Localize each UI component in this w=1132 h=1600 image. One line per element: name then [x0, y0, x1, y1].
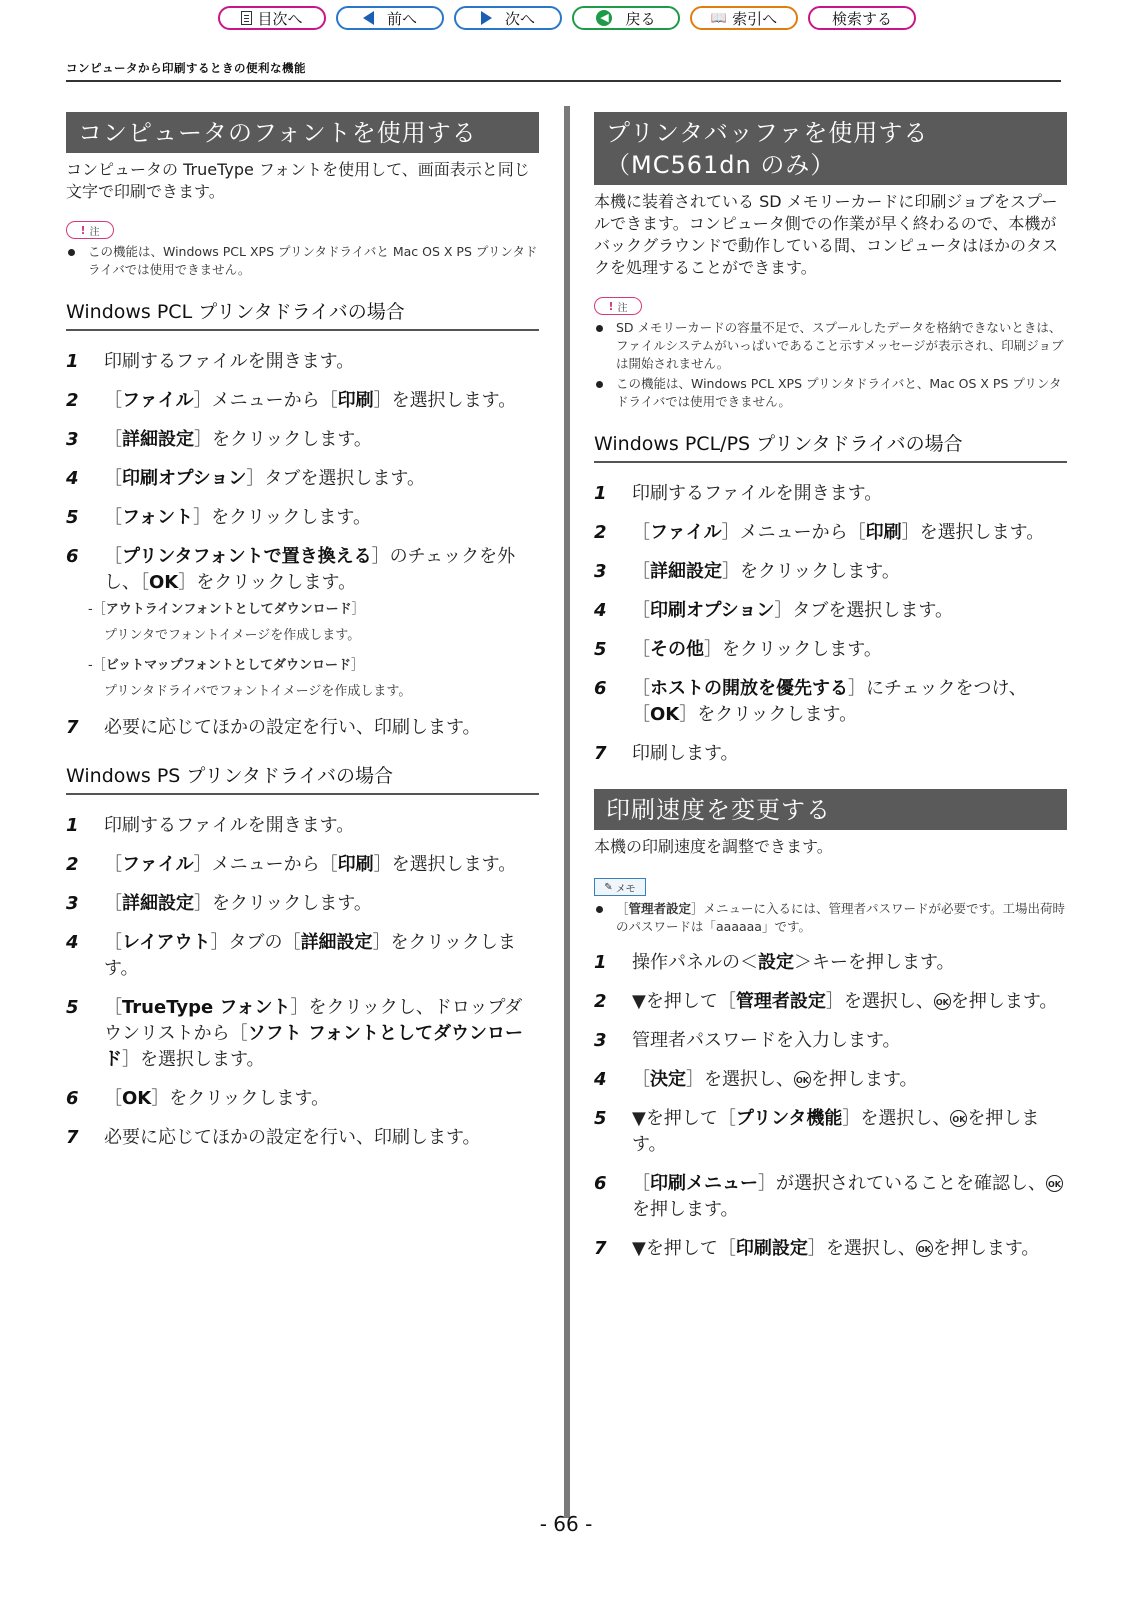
back-arrow-icon: ◀ [596, 10, 612, 26]
step-number: 1 [66, 815, 79, 836]
step-number: 4 [66, 468, 79, 489]
step-text: ］をクリックします。 [194, 429, 372, 450]
ui-term: ファイル [650, 522, 722, 543]
step-number: 5 [66, 507, 79, 528]
step-text: ［ [104, 546, 122, 567]
top-navigation [0, 6, 1132, 36]
step-text: を押します。 [632, 1199, 739, 1220]
step-item [66, 995, 539, 1073]
step-text: ］を選択します。 [122, 1049, 265, 1070]
option-bitmap: -［ビットマップフォントとしてダウンロード］ [88, 658, 365, 673]
step-number: 6 [594, 678, 607, 699]
ui-term: 管理者設定 [628, 901, 692, 916]
step-item [594, 741, 1067, 767]
ui-term: 印刷 [337, 854, 374, 875]
index-button[interactable] [690, 6, 798, 30]
step-text: ［ [104, 932, 122, 953]
page-number: - 66 - [539, 1512, 593, 1536]
step-item [66, 388, 539, 414]
step-item [594, 1028, 1067, 1054]
step-text: ［ [104, 429, 122, 450]
back-button[interactable] [572, 6, 680, 30]
step-text: ］を選択し、 [842, 1108, 951, 1129]
step-text: ［ [632, 1069, 650, 1090]
memo-badge-label: メモ [615, 883, 636, 895]
step-number: 7 [66, 717, 79, 738]
step-item [66, 466, 539, 492]
step-text: ］をクリックします。 [193, 507, 371, 528]
step-text: を押します。 [811, 1069, 918, 1090]
step-item [66, 505, 539, 531]
ui-term: レイアウト [122, 932, 211, 953]
step-text: ［ [632, 600, 650, 621]
step-item [66, 349, 539, 375]
step-text: ］メニューから［ [193, 390, 338, 411]
step-number: 2 [594, 991, 607, 1012]
left-column [66, 112, 539, 1164]
section-intro: 本機の印刷速度を調整できます。 [594, 837, 833, 856]
note-badge [594, 297, 642, 315]
step-number: 1 [66, 351, 79, 372]
step-text: ］メニューから［ [193, 854, 338, 875]
step-text: 必要に応じてほかの設定を行い、印刷します。 [104, 717, 481, 738]
ok-button-icon: OK [916, 1240, 933, 1257]
step-text: 管理者パスワードを入力します。 [632, 1030, 901, 1051]
step-item [66, 544, 539, 702]
note-badge-label: 注 [617, 302, 628, 314]
step-number: 6 [66, 1088, 79, 1109]
step-item [66, 427, 539, 453]
ui-term: 詳細設定 [122, 893, 194, 914]
ok-button-icon: OK [794, 1071, 811, 1088]
note-item: この機能は、Windows PCL XPS プリンタドライバと、Mac OS X PS プリンタドライバでは使用できません。 [594, 375, 1067, 411]
ui-term: 印刷オプション [122, 468, 247, 489]
step-item [594, 559, 1067, 585]
note-list [594, 319, 1067, 411]
step-item [594, 1236, 1067, 1262]
back-label: 戻る [625, 9, 656, 28]
step-text: ］をクリックします。 [704, 639, 882, 660]
step-text: ［ [104, 1088, 122, 1109]
next-label: 次へ [504, 9, 535, 28]
step-text: ］を選択します。 [901, 522, 1045, 543]
arrow-right-icon [481, 11, 492, 25]
steps-ps [66, 813, 539, 1151]
ui-term: ホストの開放を優先する [650, 678, 848, 699]
step-text: ］メニューから［ [721, 522, 866, 543]
prev-label: 前へ [386, 9, 417, 28]
pencil-icon: ✎ [604, 881, 613, 893]
section-title-print-speed: 印刷速度を変更する [594, 789, 1067, 830]
step-number: 5 [594, 639, 607, 660]
memo-list [594, 900, 1067, 936]
note-item: この機能は、Windows PCL XPS プリンタドライバと Mac OS X PS プリンタドライバでは使用できません。 [66, 243, 539, 279]
step-text: ▼を押して［ [632, 991, 736, 1012]
step-text: ］をクリックします。 [722, 561, 900, 582]
step-item [66, 1125, 539, 1151]
step-number: 7 [66, 1127, 79, 1148]
step-number: 3 [66, 893, 79, 914]
step-item [66, 715, 539, 741]
step-number: 1 [594, 483, 607, 504]
step-item [594, 950, 1067, 976]
search-button[interactable] [808, 6, 916, 30]
toc-button[interactable] [218, 6, 326, 30]
step-text: ］をクリックします。 [679, 704, 858, 725]
subsection-title-pcl: Windows PCL プリンタドライバの場合 [66, 299, 539, 331]
step-text: ］をクリックします。 [151, 1088, 330, 1109]
step-text: 印刷するファイルを開きます。 [104, 815, 355, 836]
step-number: 6 [66, 546, 79, 567]
header-rule [66, 80, 1061, 82]
section-intro: コンピュータの TrueType フォントを使用して、画面表示と同じ文字で印刷できます。 [66, 160, 530, 201]
next-button[interactable] [454, 6, 562, 30]
ok-button-icon: OK [1046, 1175, 1063, 1192]
arrow-left-icon [363, 11, 374, 25]
right-column [594, 112, 1067, 1275]
ui-term: OK [122, 1088, 152, 1109]
step-text: ［ [632, 1173, 650, 1194]
step-text: 印刷するファイルを開きます。 [104, 351, 355, 372]
step-item [594, 1171, 1067, 1223]
step-text: ▼を押して［ [632, 1238, 736, 1259]
step-number: 2 [66, 854, 79, 875]
ui-term: 印刷 [865, 522, 902, 543]
exclamation-icon: ! [608, 299, 614, 313]
section-title-printer-buffer [594, 112, 1067, 185]
step-text: 印刷するファイルを開きます。 [632, 483, 883, 504]
step-item [66, 930, 539, 982]
ui-term: 詳細設定 [650, 561, 722, 582]
step-text: ［ [632, 678, 650, 699]
ui-term: OK [149, 572, 179, 593]
subsection-title-pcl-ps: Windows PCL/PS プリンタドライバの場合 [594, 431, 1067, 463]
step-text: ＞キーを押します。 [794, 952, 955, 973]
steps-speed [594, 950, 1067, 1262]
ui-term: TrueType フォント [122, 997, 291, 1018]
step-text: ］が選択されていることを確認し、 [758, 1173, 1046, 1194]
step-number: 7 [594, 743, 607, 764]
step-text: ［ [104, 507, 122, 528]
ui-term: ファイル [122, 390, 194, 411]
ui-term: OK [650, 704, 680, 725]
step-text: ］を選択し、 [807, 1238, 916, 1259]
exclamation-icon: ! [80, 223, 86, 237]
step-number: 6 [594, 1173, 607, 1194]
section-title-computer-font: コンピュータのフォントを使用する [66, 112, 539, 153]
option-description: プリンタでフォントイメージを作成します。 [104, 628, 361, 643]
ui-term: フォント [122, 507, 194, 528]
step-item [594, 481, 1067, 507]
memo-item [594, 900, 1067, 936]
memo-text: ］メニューに入るには、管理者パスワードが必要です。工場出荷時のパスワードは「aaaaaa」です。 [616, 901, 1066, 934]
step-item [66, 852, 539, 878]
search-label: 検索する [831, 9, 892, 28]
note-list [66, 243, 539, 279]
step-item [594, 676, 1067, 728]
step-text: ［ [632, 639, 650, 660]
step-text: ］をクリックします。 [104, 932, 516, 979]
section-intro: 本機に装着されている SD メモリーカードに印刷ジョブをスプールできます。コンピュータ側での作業が早く終わるので、本機がバックグラウンドで動作している間、コンピュータはほかのタスクを処理することができます。 [594, 192, 1059, 277]
note-item: SD メモリーカードの容量不足で、スプールしたデータを格納できないときは、ファイルシステムがいっぱいであること示すメッセージが表示され、印刷ジョブは開始されません。 [594, 319, 1067, 373]
step-text: ［ [104, 997, 122, 1018]
ui-term: 印刷メニュー [650, 1173, 758, 1194]
step-text: ］をクリックし、ドロップダウンリストから［ [104, 997, 523, 1044]
ui-term: 印刷 [337, 390, 374, 411]
step-text: ］を選択し、 [825, 991, 934, 1012]
step-number: 5 [594, 1108, 607, 1129]
ui-term: ソフト フォントとしてダウンロード [104, 1023, 524, 1070]
step-text: ［ [104, 390, 122, 411]
book-icon: 📖 [710, 10, 728, 26]
running-head: コンピュータから印刷するときの便利な機能 [66, 61, 306, 75]
step-text: ］タブを選択します。 [246, 468, 425, 489]
step-text: ［ [632, 561, 650, 582]
step-text: ］にチェックをつけ、［ [632, 678, 1027, 725]
step-text: ］を選択し、 [686, 1069, 794, 1090]
step-text: 必要に応じてほかの設定を行い、印刷します。 [104, 1127, 481, 1148]
option-label: ビットマップフォントとしてダウンロード [105, 658, 352, 673]
step-number: 7 [594, 1238, 607, 1259]
step-text: を押します。 [950, 991, 1058, 1012]
step-number: 3 [66, 429, 79, 450]
step-text: ］を選択します。 [373, 390, 517, 411]
step-item [66, 891, 539, 917]
step-text: ［ [104, 468, 122, 489]
step-text: ］タブの［ [210, 932, 301, 953]
index-label: 索引へ [732, 9, 778, 28]
ui-term: 印刷オプション [650, 600, 775, 621]
step-text: ］をクリックします。 [194, 893, 372, 914]
step-number: 4 [594, 600, 607, 621]
step-text: ▼を押して［ [632, 1108, 736, 1129]
ok-button-icon: OK [950, 1110, 967, 1127]
step-item [594, 520, 1067, 546]
step-item [594, 989, 1067, 1015]
step-text: ］をクリックします。 [178, 572, 357, 593]
steps-pcl [66, 349, 539, 741]
step-number: 2 [66, 390, 79, 411]
option-label: アウトラインフォントとしてダウンロード [105, 602, 352, 617]
ui-term: 設定 [758, 952, 794, 973]
ui-term: 詳細設定 [122, 429, 194, 450]
ui-term: 印刷設定 [735, 1238, 808, 1259]
step-item [66, 813, 539, 839]
step-text: を押します。 [932, 1238, 1040, 1259]
option-outline: -［アウトラインフォントとしてダウンロード］ [88, 602, 365, 617]
step-text: ［ [104, 854, 122, 875]
section-title-line: （MC561dn のみ） [606, 151, 836, 179]
step-number: 4 [66, 932, 79, 953]
step-text: ［ [632, 522, 650, 543]
ui-term: ファイル [122, 854, 194, 875]
note-badge [66, 221, 114, 239]
step-item [66, 1086, 539, 1112]
ui-term: 詳細設定 [300, 932, 373, 953]
step-number: 3 [594, 561, 607, 582]
step-item [594, 1067, 1067, 1093]
memo-text: ［ [616, 901, 629, 916]
step-text: ［ [104, 893, 122, 914]
step-number: 2 [594, 522, 607, 543]
ui-term: プリンタフォントで置き換える [122, 546, 372, 567]
option-description: プリンタドライバでフォントイメージを作成します。 [104, 684, 412, 699]
step-text: 印刷します。 [632, 743, 739, 764]
step-text: ］タブを選択します。 [774, 600, 953, 621]
column-divider [564, 106, 570, 1518]
note-badge-label: 注 [89, 226, 100, 238]
step-item [594, 637, 1067, 663]
ok-button-icon: OK [934, 993, 951, 1010]
ui-term: 管理者設定 [735, 991, 826, 1012]
memo-badge [594, 878, 646, 896]
subsection-title-ps: Windows PS プリンタドライバの場合 [66, 763, 539, 795]
step-text: 操作パネルの＜ [632, 952, 758, 973]
step-text: ］を選択します。 [373, 854, 517, 875]
steps-buffer [594, 481, 1067, 767]
step-text: ］のチェックを外し、［ [104, 546, 516, 593]
step-item [594, 598, 1067, 624]
step-text: を押します。 [632, 1108, 1040, 1155]
step-number: 1 [594, 952, 607, 973]
document-icon [241, 11, 252, 25]
toc-label: 目次へ [257, 9, 303, 28]
step-number: 5 [66, 997, 79, 1018]
section-title-line: プリンタバッファを使用する [606, 119, 929, 147]
ui-term: その他 [650, 639, 704, 660]
step-number: 4 [594, 1069, 607, 1090]
ui-term: 決定 [650, 1069, 686, 1090]
step-item [594, 1106, 1067, 1158]
step-number: 3 [594, 1030, 607, 1051]
ui-term: プリンタ機能 [735, 1108, 843, 1129]
prev-button[interactable] [336, 6, 444, 30]
